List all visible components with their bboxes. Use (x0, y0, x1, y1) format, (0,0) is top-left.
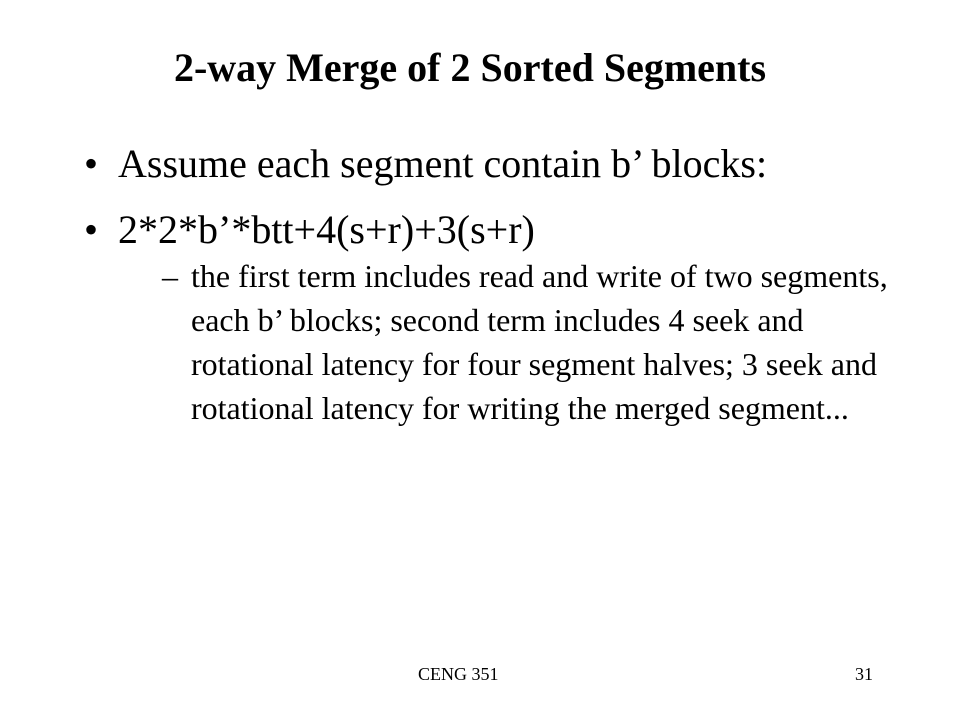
bullet-list (84, 138, 888, 444)
sub-bullet-text: the first term includes read and write of two segments, each b’ blocks; second term includes 4 seek and rotational latency for four segment halves; 3 seek and rotational latency for writing the merged segment... (191, 258, 888, 426)
sub-bullet-explanation (162, 254, 891, 430)
bullet-item-assumption (84, 138, 884, 190)
footer-page-number: 31 (855, 664, 873, 684)
slide-title: 2-way Merge of 2 Sorted Segments (173, 45, 767, 90)
bullet-text: Assume each segment contain b’ blocks: (118, 141, 768, 186)
footer-course: CENG 351 (418, 664, 499, 684)
sub-bullet-marker: – (162, 258, 178, 294)
bullet-text: 2*2*b’*btt+4(s+r)+3(s+r) (118, 207, 535, 252)
bullet-marker: • (84, 207, 99, 252)
bullet-item-formula (84, 204, 888, 430)
bullet-marker: • (84, 141, 99, 186)
